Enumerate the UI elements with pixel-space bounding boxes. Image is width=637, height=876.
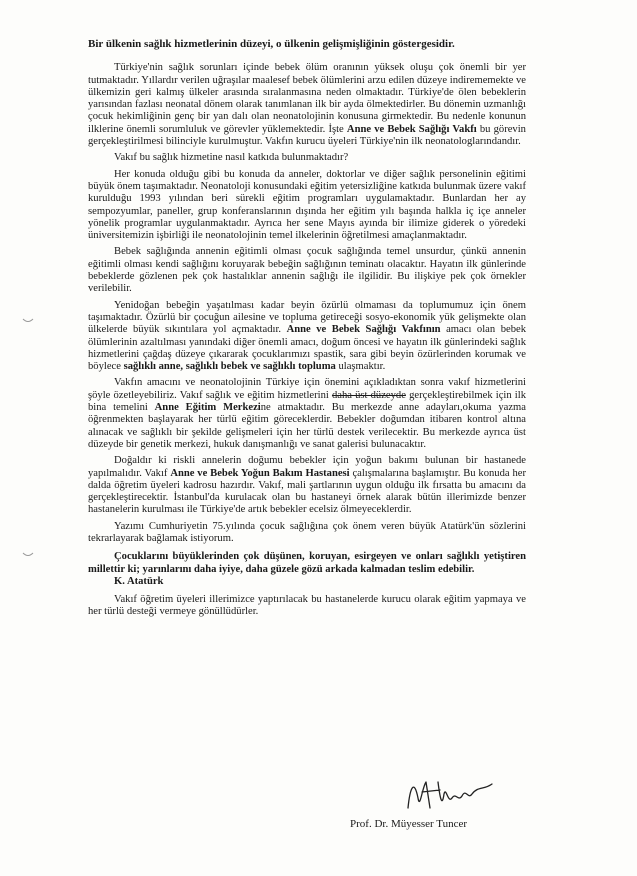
paragraph-6 bbox=[88, 377, 526, 451]
paragraph-7 bbox=[88, 455, 526, 516]
punch-mark-bottom bbox=[22, 552, 34, 558]
foundation-name: Anne ve Bebek Sağlığı Vakfı bbox=[346, 123, 477, 135]
paragraph-5-text-b: amacı olan bebek ölümlerinin azaltılması yanındaki diğer önemli amacı, doğum öncesi ve hayatın ilk günlerindeki sağlık hizmetlerini çağdaş düzeye çıkararak çocuklarımızı spastik, sara gibi beyin özürlerinden korumak ve böylece bbox=[88, 324, 526, 373]
signer-name: Prof. Dr. Müyesser Tuncer bbox=[350, 818, 468, 830]
paragraph-1 bbox=[88, 62, 526, 148]
paragraph-9: Vakıf öğretim üyeleri illerimizce yaptırılacak bu hastanelerde kurucu olarak eğitim yapmaya ve her türlü desteği vermeye gönüllüdürler. bbox=[88, 594, 526, 618]
paragraph-7-text-b: çalışmalarına başlamıştır. Bu konuda her dalda öğretim üyeleri kadrosu hazırdır. Vakıf, mali şartlarının uygun olduğu ilk fırsatta bu amacını da gerçekleştirecektir. İstanbul'da kurulacak olan bu hastaneyi örnek alarak bütün illerimizde benzer hastanelerin kurulması ile Türkiye'de artık bebekler ecelsiz ölmeyeceklerdir. bbox=[88, 467, 526, 516]
paragraph-4: Bebek sağlığında annenin eğitimli olması çocuk sağlığında temel unsurdur, çünkü annenin eğitimli olması kendi sağlığını koruyarak bebeğin sağlığının teminatı olacaktır. Hayatın ilk günlerinde bebeklerde gözlenen pek çok hastalıklar annenin sağlığı ile ilgilidir. Bu ilişkiye pek çok örnekler verilebilir. bbox=[88, 246, 526, 295]
document-body bbox=[88, 38, 526, 623]
struck-out-text: daha üst düzeyde bbox=[331, 389, 406, 401]
foundation-name-bold: Anne ve Bebek Sağlığı Vakfının bbox=[286, 324, 441, 336]
quote-author: K. Atatürk bbox=[114, 575, 164, 587]
paragraph-5-text-c: ulaşmaktır. bbox=[335, 361, 386, 373]
paragraph-3: Her konuda olduğu gibi bu konuda da anneler, doktorlar ve diğer sağlık personelinin eğitimi büyük önem taşımaktadır. Neonatoloji konusundaki eğitim yetersizliğine katkıda bulunmak üzere vakıf kurulduğu 1993 yılından beri sürekli eğitim programları uygulamaktadır. Bunlardan her ay sempozyumlar, paneller, grup konferanslarının dışında her eğitim yılı başında halkla iç içe anneler yönelik programlar uygulanmaktadır. Ayrıca her sene Mayıs ayında bir ilimize giderek o yöredeki üniversitemizin işbirliği ile neonatolojinin temel ilkelerinin öğretilmesi amaçlanmaktadır. bbox=[88, 168, 526, 242]
hospital-name: Anne ve Bebek Yoğun Bakım Hastanesi bbox=[170, 467, 350, 479]
ataturk-quote: Çocuklarını büyüklerinden çok düşünen, koruyan, esirgeyen ve onları sağlıklı yetiştiren millettir ki; yarınlarını daha iyiye, daha güzele gözü arkada kalmadan teslim edebilir. bbox=[88, 551, 526, 575]
paragraph-6-text-b: gerçekleştirebilmek için ilk bina temelini bbox=[88, 389, 526, 414]
paragraph-6-text-a: Vakfın amacını ve neonatolojinin Türkiye için önemini açıkladıktan sonra vakıf hizmetlerini şöyle özetleyebiliriz. Vakıf sağlık ve eğitim hizmetlerini bbox=[88, 377, 526, 401]
paragraph-6-text-c: ne atmaktadır. Bu merkezde anne adayları,okuma yazma öğrenmekten başlayarak her türlü eğitim göreceklerdir. Bebekler doğumdan itibaren kontrol altına alınacak ve sağlıklı bir şekilde gelişmeleri için her türlü destek verilecektir. Bu merkezde ayrıca üst düzeyde bir genetik merkezi, hukuk danışmanlığı ve sanat galerisi bulunacaktır. bbox=[88, 402, 526, 450]
paragraph-1-end: bu görevin gerçekleştirilmesi bilinciyle kurulmuştur. Vakfın kurucu üyeleri Türkiye'nin ilk neonatologlarındandır. bbox=[88, 123, 526, 148]
paragraph-8: Yazımı Cumhuriyetin 75.yılında çocuk sağlığına çok önem veren büyük Atatürk'ün sözlerini tekrarlayarak bağlamak istiyorum. bbox=[88, 520, 526, 544]
education-center-name: Anne Eğitim Merkezi bbox=[154, 402, 261, 414]
handwritten-signature bbox=[400, 768, 500, 818]
paragraph-1-text: Türkiye'nin sağlık sorunları içinde bebek ölüm oranının yüksek oluşu çok önemli bir yer tutmaktadır. Yıllardır verilen uğraşılar maalesef bebek ölümlerini arzu edilen düzeye indirememekte ve ülkemizin geri kalmış ülkeler arasında sıralanmasına neden olmaktadır. Türkiye'de ölen bebeklerin yarısından fazlası neonatal dönem olarak tanımlanan ilk bir ayda ölmektedirler. Bu dönemin uzmanlığı çocuk hekimliğinin genç bir yan dalı olan neonatolojinin konusuna girmektedir. Bu nedenle konunun ilklerine önemli sorumluluk ve görevler yüklemektedir. İşte bbox=[88, 62, 526, 135]
paragraph-2: Vakıf bu sağlık hizmetine nasıl katkıda bulunmaktadır? bbox=[114, 152, 349, 164]
punch-mark-top bbox=[22, 318, 34, 324]
paragraph-5-text-a: Yenidoğan bebeğin yaşatılması kadar beyin özürlü olmaması da toplumumuz için önem taşımaktadır. Özürlü bir çocuğun ailesine ve topluma getireceği sosyo-ekonomik yük gelişmekte olan ülkelerde büyük sıkıntılara yol açmaktadır. bbox=[88, 299, 526, 336]
signature-block bbox=[330, 768, 530, 868]
healthy-society-phrase: sağlıklı anne, sağlıklı bebek ve sağlıklı topluma bbox=[123, 361, 336, 373]
document-title: Bir ülkenin sağlık hizmetlerinin düzeyi, o ülkenin gelişmişliğinin göstergesidir. bbox=[88, 38, 455, 50]
paragraph-7-text-a: Doğaldır ki riskli annelerin doğumu bebekler için yoğun bakımı bulunan bir hastanede yapılmalıdır. Vakıf bbox=[88, 455, 526, 479]
paragraph-5 bbox=[88, 300, 526, 374]
